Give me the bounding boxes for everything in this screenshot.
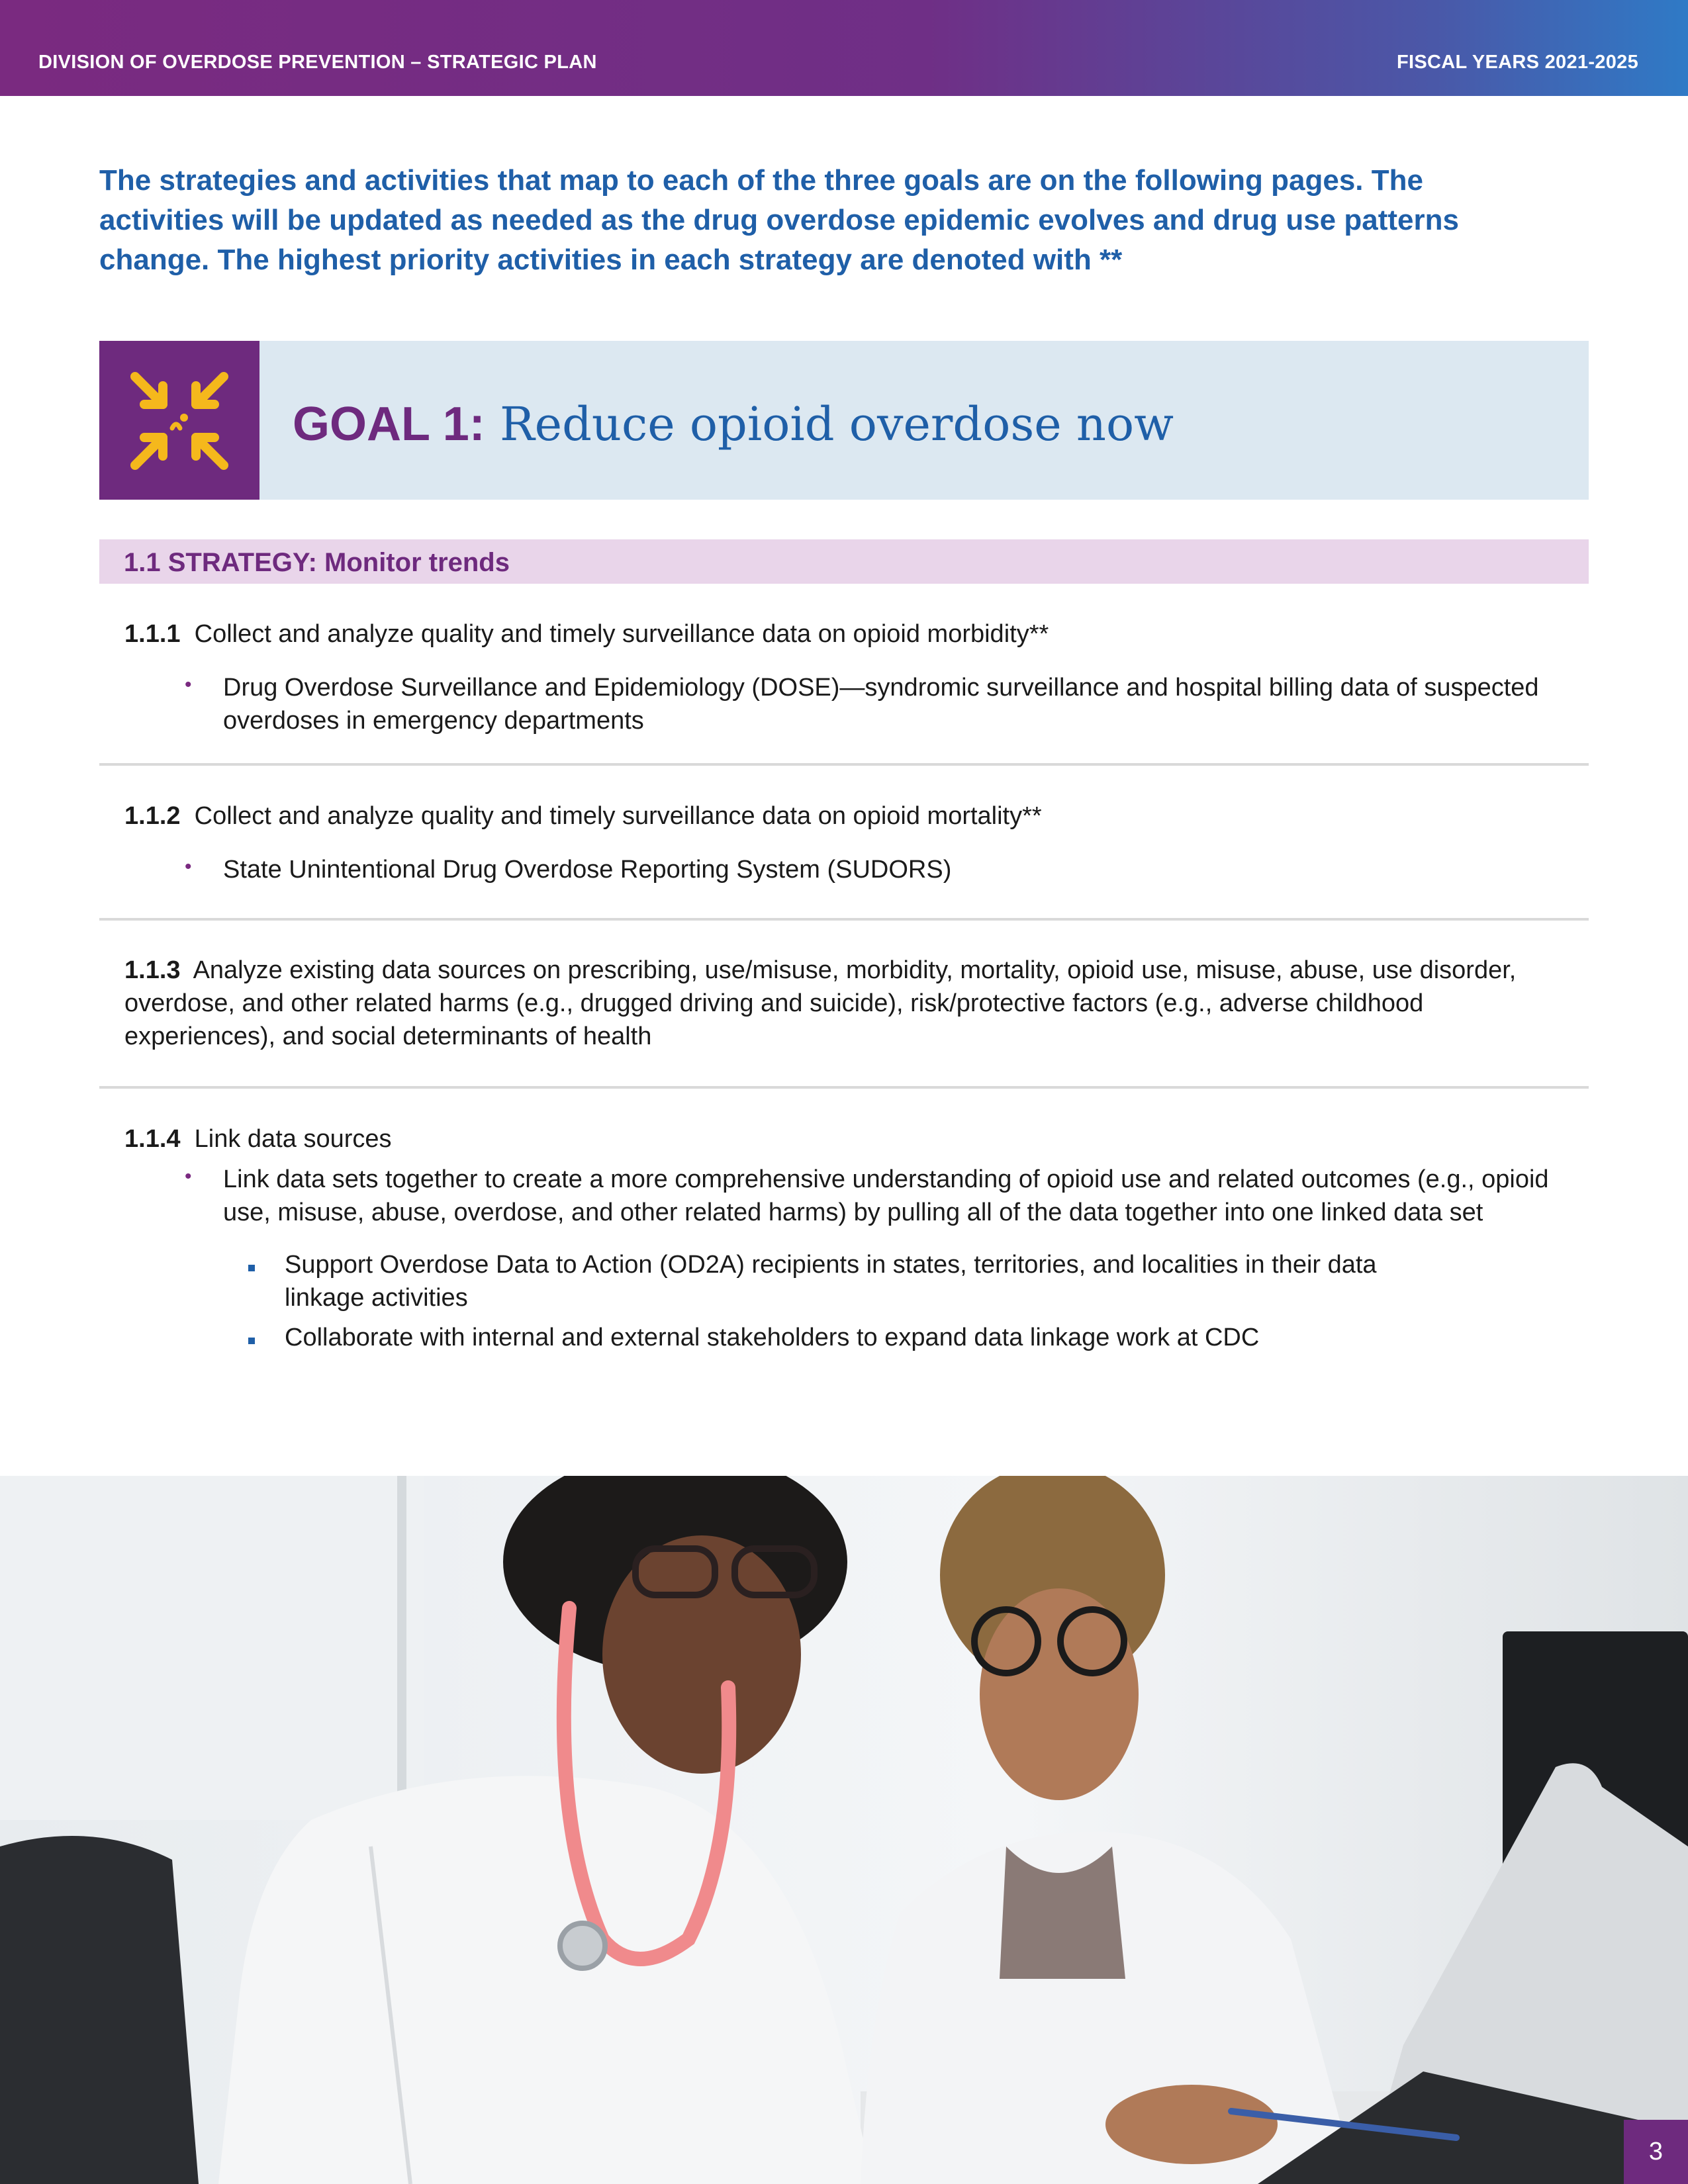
- intro-line: change. The highest priority activities in each strategy are denoted with **: [99, 244, 1123, 276]
- strategy-header: [99, 539, 1589, 584]
- page-header: [0, 0, 1688, 96]
- bullet-line: overdoses in emergency departments: [223, 707, 644, 735]
- fiscal-years: FISCAL YEARS 2021-2025: [1397, 52, 1638, 73]
- activity-1-1-4: [124, 1122, 1589, 1156]
- goal-title: [293, 395, 1174, 451]
- arrows-converging-icon: [99, 341, 259, 500]
- activity-1-1-2: [124, 799, 1589, 833]
- divider: [99, 918, 1589, 921]
- intro-paragraph: [99, 161, 1622, 280]
- bullet-line: Link data sets together to create a more comprehensive understanding of opioid use and related outcomes (e.g., opioid: [223, 1165, 1549, 1193]
- goal-number: GOAL 1:: [293, 398, 485, 451]
- activity-1-1-3: [124, 954, 1589, 1053]
- bullet-item: [223, 853, 1600, 886]
- activity-number: 1.1.2: [124, 802, 181, 830]
- bullet-line: State Unintentional Drug Overdose Reporting System (SUDORS): [223, 856, 952, 884]
- bullet-line: Drug Overdose Surveillance and Epidemiology (DOSE)—syndromic surveillance and hospital billing data of suspected: [223, 674, 1539, 702]
- activity-number: 1.1.1: [124, 620, 181, 648]
- intro-line: The strategies and activities that map to each of the three goals are on the following pages. The: [99, 164, 1423, 197]
- page-number: 3: [1624, 2120, 1688, 2184]
- activity-text: Collect and analyze quality and timely surveillance data on opioid mortality**: [194, 802, 1042, 830]
- doctors-photo: [0, 1476, 1688, 2184]
- activity-1-1-1: [124, 617, 1589, 651]
- activity-text: overdose, and other related harms (e.g., drugged driving and suicide), risk/protective factors (e.g., adverse childhood: [124, 989, 1424, 1017]
- square-bullet-icon: [248, 1265, 255, 1271]
- goal-description: Reduce opioid overdose now: [485, 397, 1174, 451]
- activity-number: 1.1.3: [124, 956, 181, 984]
- intro-line: activities will be updated as needed as the drug overdose epidemic evolves and drug use patterns: [99, 204, 1459, 236]
- sub-bullet-item: [285, 1248, 1542, 1314]
- activity-text: Analyze existing data sources on prescribing, use/misuse, morbidity, mortality, opioid use, misuse, abuse, use disorder,: [193, 956, 1517, 984]
- divider: [99, 1086, 1589, 1089]
- bullet-dot-icon: •: [185, 856, 192, 878]
- bullet-line: Support Overdose Data to Action (OD2A) recipients in states, territories, and localities in their data: [285, 1251, 1377, 1279]
- bullet-dot-icon: •: [185, 1165, 192, 1187]
- bullet-item: [223, 671, 1600, 737]
- square-bullet-icon: [248, 1338, 255, 1344]
- bullet-line: use, misuse, abuse, overdose, and other related harms) by pulling all of the data together into one linked data set: [223, 1199, 1483, 1226]
- sub-bullet-item: [285, 1321, 1542, 1354]
- divider: [99, 763, 1589, 766]
- activity-number: 1.1.4: [124, 1125, 181, 1153]
- strategy-label: 1.1 STRATEGY: Monitor trends: [124, 548, 510, 577]
- bullet-dot-icon: •: [185, 674, 192, 696]
- document-title: DIVISION OF OVERDOSE PREVENTION – STRATEGIC PLAN: [38, 52, 597, 73]
- bullet-line: linkage activities: [285, 1284, 468, 1312]
- bullet-item: [223, 1163, 1600, 1229]
- bullet-line: Collaborate with internal and external stakeholders to expand data linkage work at CDC: [285, 1324, 1260, 1351]
- activity-text: Collect and analyze quality and timely surveillance data on opioid morbidity**: [194, 620, 1049, 648]
- activity-text: Link data sources: [194, 1125, 392, 1153]
- goal-banner: [99, 341, 1589, 500]
- activity-text: experiences), and social determinants of health: [124, 1023, 652, 1050]
